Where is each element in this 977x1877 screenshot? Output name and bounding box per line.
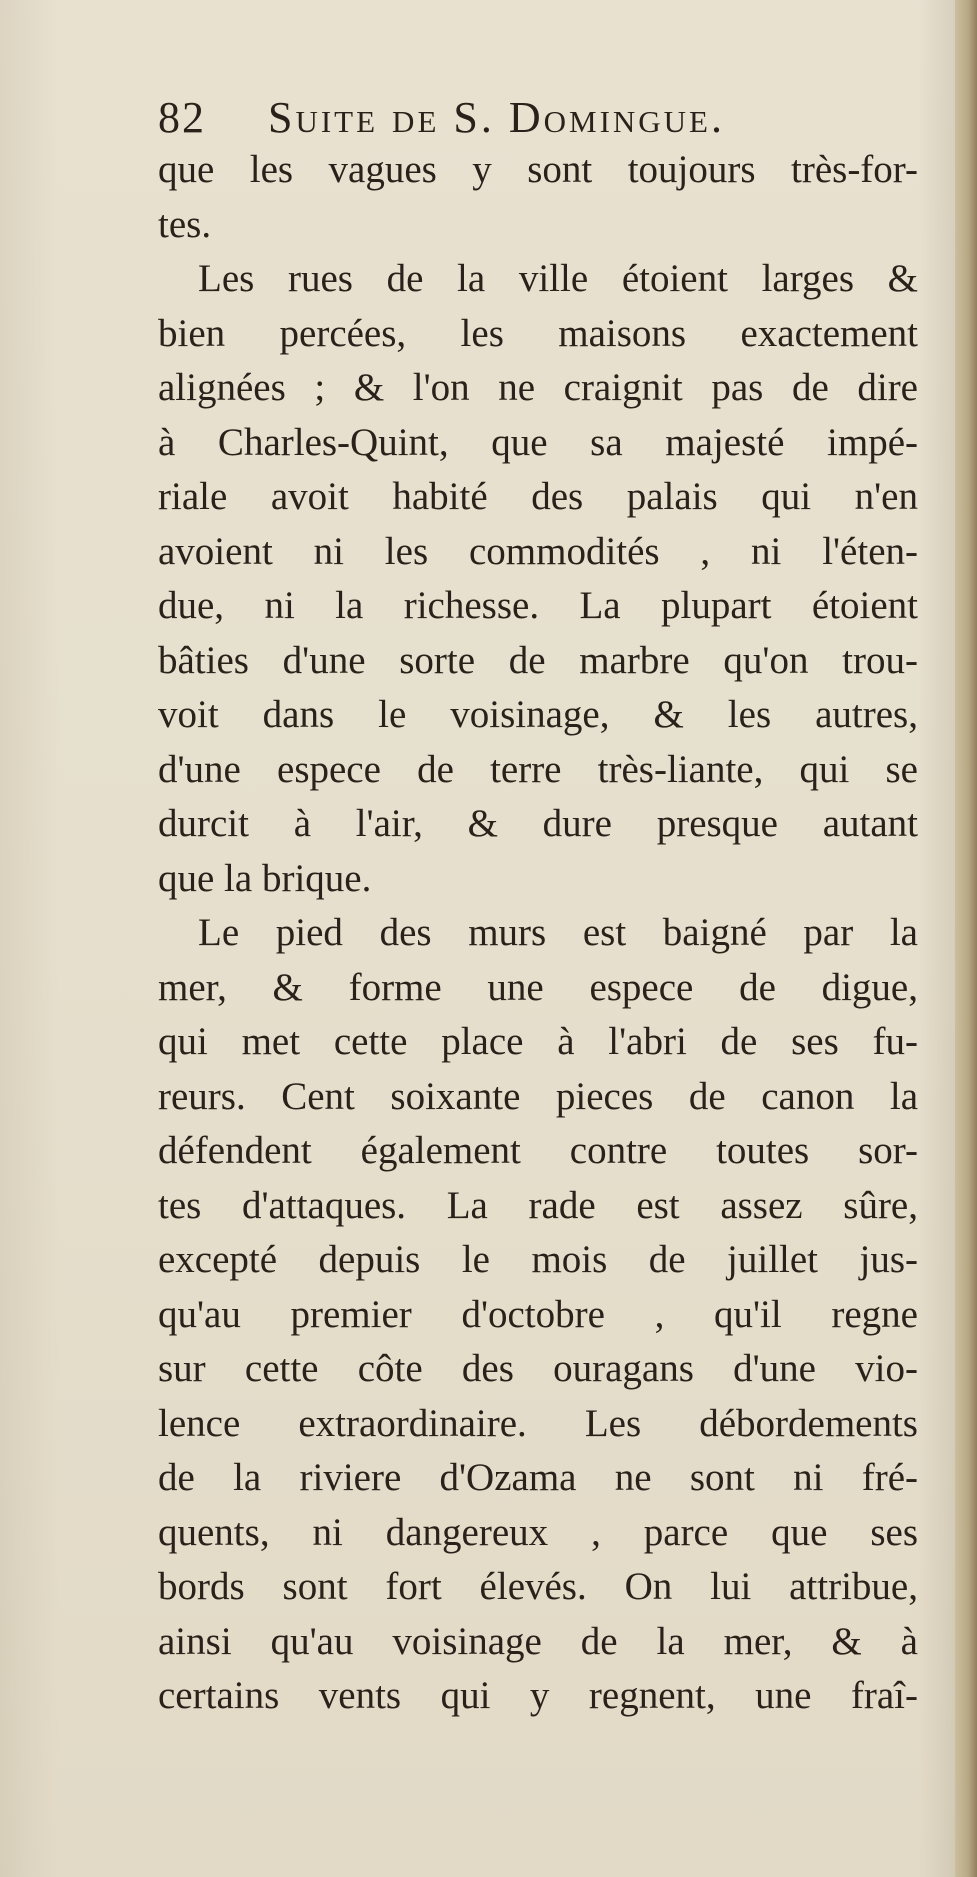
text-line: voit dans le voisinage, & les autres, <box>158 693 918 736</box>
text-line: que la brique. <box>158 856 372 900</box>
text-line: avoient ni les commodités , ni l'éten- <box>158 529 918 573</box>
text-line: bien percées, les maisons exactement <box>158 311 918 355</box>
text-line: lence extraordinaire. Les débordements <box>158 1401 918 1445</box>
text-line: certains vents qui y regnent, une fraî- <box>158 1674 918 1717</box>
page-gutter-shadow <box>955 0 977 1877</box>
page-number: 82 <box>158 93 206 142</box>
text-line: de la riviere d'Ozama ne sont ni fré- <box>158 1456 918 1499</box>
text-line: sur cette côte des ouragans d'une vio- <box>158 1347 918 1390</box>
text-line: mer, & forme une espece de digue, <box>158 965 918 1009</box>
running-title: Suite de S. Domingue. <box>268 93 725 142</box>
text-line: bâties d'une sorte de marbre qu'on trou- <box>158 638 918 682</box>
text-line: riale avoit habité des palais qui n'en <box>158 475 918 518</box>
text-line: défendent également contre toutes sor- <box>158 1129 918 1172</box>
text-line: à Charles-Quint, que sa majesté impé- <box>158 420 918 464</box>
text-line: excepté depuis le mois de juillet jus- <box>158 1238 918 1281</box>
text-line: d'une espece de terre très-liante, qui se <box>158 747 918 791</box>
text-line: ainsi qu'au voisinage de la mer, & à <box>158 1619 918 1663</box>
text-line: alignées ; & l'on ne craignit pas de dire <box>158 366 918 409</box>
text-line: tes. <box>158 202 212 246</box>
text-line: bords sont fort élevés. On lui attribue, <box>158 1565 918 1608</box>
text-line: tes d'attaques. La rade est assez sûre, <box>158 1183 918 1227</box>
page-header <box>158 88 918 148</box>
text-line: qu'au premier d'octobre , qu'il regne <box>158 1292 918 1336</box>
text-line: durcit à l'air, & dure presque autant <box>158 802 918 845</box>
text-line: qui met cette place à l'abri de ses fu- <box>158 1020 918 1063</box>
text-line: quents, ni dangereux , parce que ses <box>158 1510 918 1554</box>
text-line: Le pied des murs est baigné par la <box>198 911 918 954</box>
text-line: due, ni la richesse. La plupart étoient <box>158 584 918 627</box>
text-line: que les vagues y sont toujours très-for- <box>158 148 918 191</box>
body-text <box>158 143 918 1724</box>
text-line: Les rues de la ville étoient larges & <box>198 257 918 300</box>
text-line: reurs. Cent soixante pieces de canon la <box>158 1074 918 1118</box>
